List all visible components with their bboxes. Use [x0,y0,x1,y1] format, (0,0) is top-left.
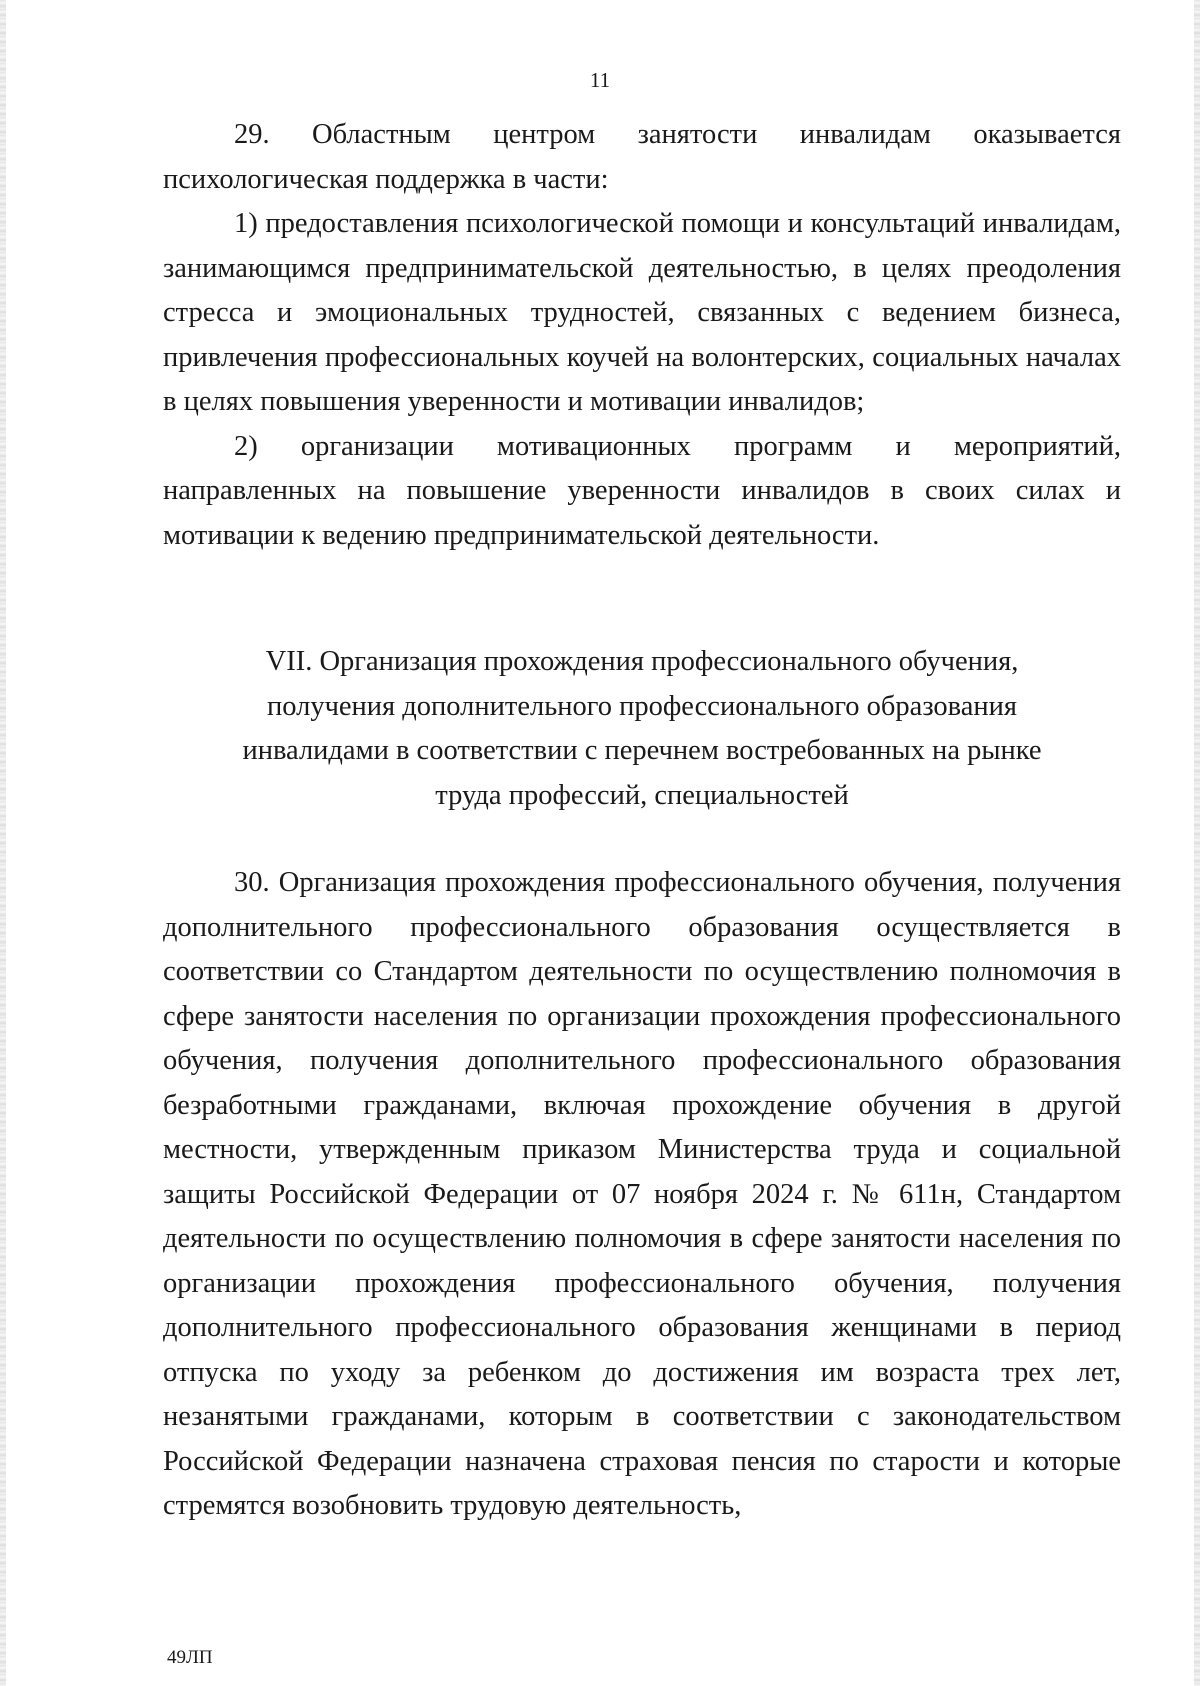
section-heading-line-3: инвалидами в соответствии с перечнем востребованных на рынке [242,735,1042,766]
paragraph-30-block [163,861,1121,1529]
section-heading-line-2: получения дополнительного профессионального образования [266,690,1018,722]
scan-edge-right [1194,0,1200,1686]
scan-edge-left [0,0,6,1686]
paragraph-29-intro: 29. Областным центром занятости инвалидам оказывается психологическая поддержка в части: [163,119,1121,195]
footer-document-code: 49ЛП [167,1647,213,1668]
section-heading-line-4: труда профессий, специальностей [435,779,849,811]
paragraph-29-item-2: 2) организации мотивационных программ и мероприятий, направленных на повышение уверенности инвалидов в своих силах и мотивации к ведению предпринимательской деятельности. [163,430,1121,551]
page-number: 11 [589,68,611,92]
paragraph-29-item-1: 1) предоставления психологической помощи и консультаций инвалидам, занимающимся предпринимательской деятельностью, в целях преодоления стресса и эмоциональных трудностей, связанных с ведением бизнеса, привлечения профессиональных коучей на волонтерских, социальных началах в целях повышения уверенности и мотивации инвалидов; [163,208,1121,417]
paragraph-29-block [163,113,1121,558]
paragraph-30-text: 30. Организация прохождения профессионального обучения, получения дополнительного профессионального образования осуществляется в соответствии со Стандартом деятельности по осуществлению полномочия в сфере занятости населения по организации прохождения профессионального обучения, получения дополнительного профессионального образования безработными гражданами, включая прохождение обучения в другой местности, утвержденным приказом Министерства труда и социальной защиты Российской Федерации от 07 ноября 2024 г. № 611н, Стандартом деятельности по осуществлению полномочия в сфере занятости населения по организации прохождения профессионального обучения, получения дополнительного профессионального образования женщинами в период отпуска по уходу за ребенком до достижения им возраста трех лет, незанятыми гражданами, которым в соответствии с законодательством Российской Федерации назначена страховая пенсия по старости и которые стремятся возобновить трудовую деятельность, [163,867,1121,1521]
section-heading [163,640,1121,818]
section-heading-line-1: VII. Организация прохождения профессионального обучения, [265,646,1019,677]
